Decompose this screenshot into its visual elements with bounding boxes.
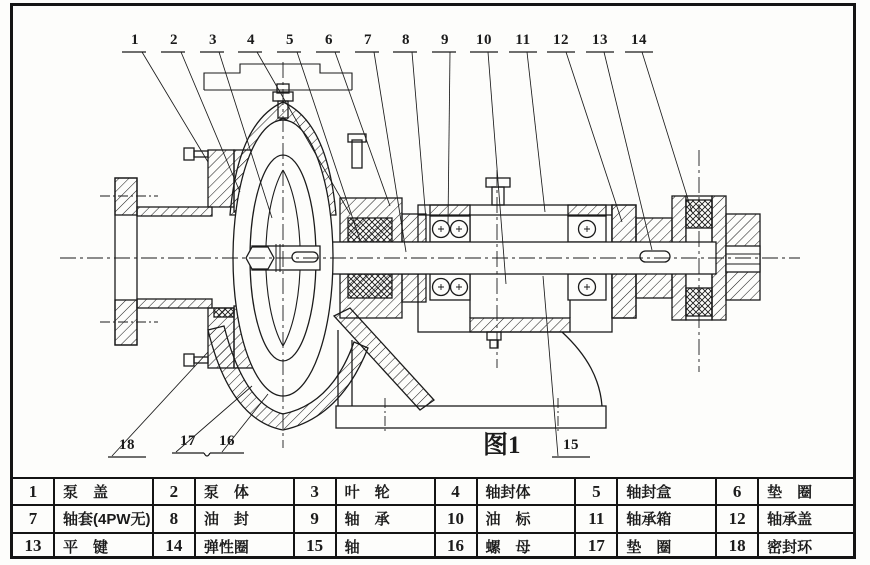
part-number: 17 (576, 534, 616, 559)
part-name: 轴 承 (337, 506, 434, 531)
callout-16: 16 (219, 433, 235, 449)
part-number: 1 (13, 479, 53, 504)
callout-8: 8 (402, 32, 410, 48)
callout-7: 7 (364, 32, 372, 48)
callout-9: 9 (441, 32, 449, 48)
part-number: 15 (295, 534, 335, 559)
callout-10: 10 (476, 32, 492, 48)
part-number: 9 (295, 506, 335, 531)
part-number: 7 (13, 506, 53, 531)
suction-flange (115, 178, 212, 345)
part-number: 5 (576, 479, 616, 504)
callout-5: 5 (286, 32, 294, 48)
part-number: 13 (13, 534, 53, 559)
part-name: 轴封体 (478, 479, 575, 504)
callout-15: 15 (563, 437, 579, 453)
part-name: 轴承盖 (759, 506, 856, 531)
part-number: 4 (436, 479, 476, 504)
part-number: 2 (154, 479, 194, 504)
callout-3: 3 (209, 32, 217, 48)
part-name: 弹性圈 (196, 534, 293, 559)
parts-table (13, 477, 856, 559)
part-name: 轴套(4PW无) (55, 506, 152, 531)
part-name: 垫 圈 (618, 534, 715, 559)
callout-4: 4 (247, 32, 255, 48)
callout-6: 6 (325, 32, 333, 48)
part-name: 平 键 (55, 534, 152, 559)
part-number: 16 (436, 534, 476, 559)
part-number: 10 (436, 506, 476, 531)
callout-18: 18 (119, 437, 135, 453)
part-name: 轴承箱 (618, 506, 715, 531)
part-number: 18 (717, 534, 757, 559)
callout-17: 17 (180, 433, 196, 449)
part-name: 轴封盒 (618, 479, 715, 504)
part-number: 3 (295, 479, 335, 504)
stuffing-box (340, 134, 402, 318)
part-name: 油 封 (196, 506, 293, 531)
part-name: 垫 圈 (759, 479, 856, 504)
part-number: 14 (154, 534, 194, 559)
figure-label: 图1 (483, 432, 521, 459)
part-number: 8 (154, 506, 194, 531)
part-name: 叶 轮 (337, 479, 434, 504)
part-name: 泵 体 (196, 479, 293, 504)
part-name: 油 标 (478, 506, 575, 531)
part-name: 泵 盖 (55, 479, 152, 504)
part-number: 6 (717, 479, 757, 504)
callout-14: 14 (631, 32, 647, 48)
part-number: 11 (576, 506, 616, 531)
callout-13: 13 (592, 32, 608, 48)
callout-2: 2 (170, 32, 178, 48)
callout-12: 12 (553, 32, 569, 48)
callout-1: 1 (131, 32, 139, 48)
part-name: 螺 母 (478, 534, 575, 559)
callout-11: 11 (515, 32, 531, 48)
part-name: 轴 (337, 534, 434, 559)
part-number: 12 (717, 506, 757, 531)
part-name: 密封环 (759, 534, 856, 559)
